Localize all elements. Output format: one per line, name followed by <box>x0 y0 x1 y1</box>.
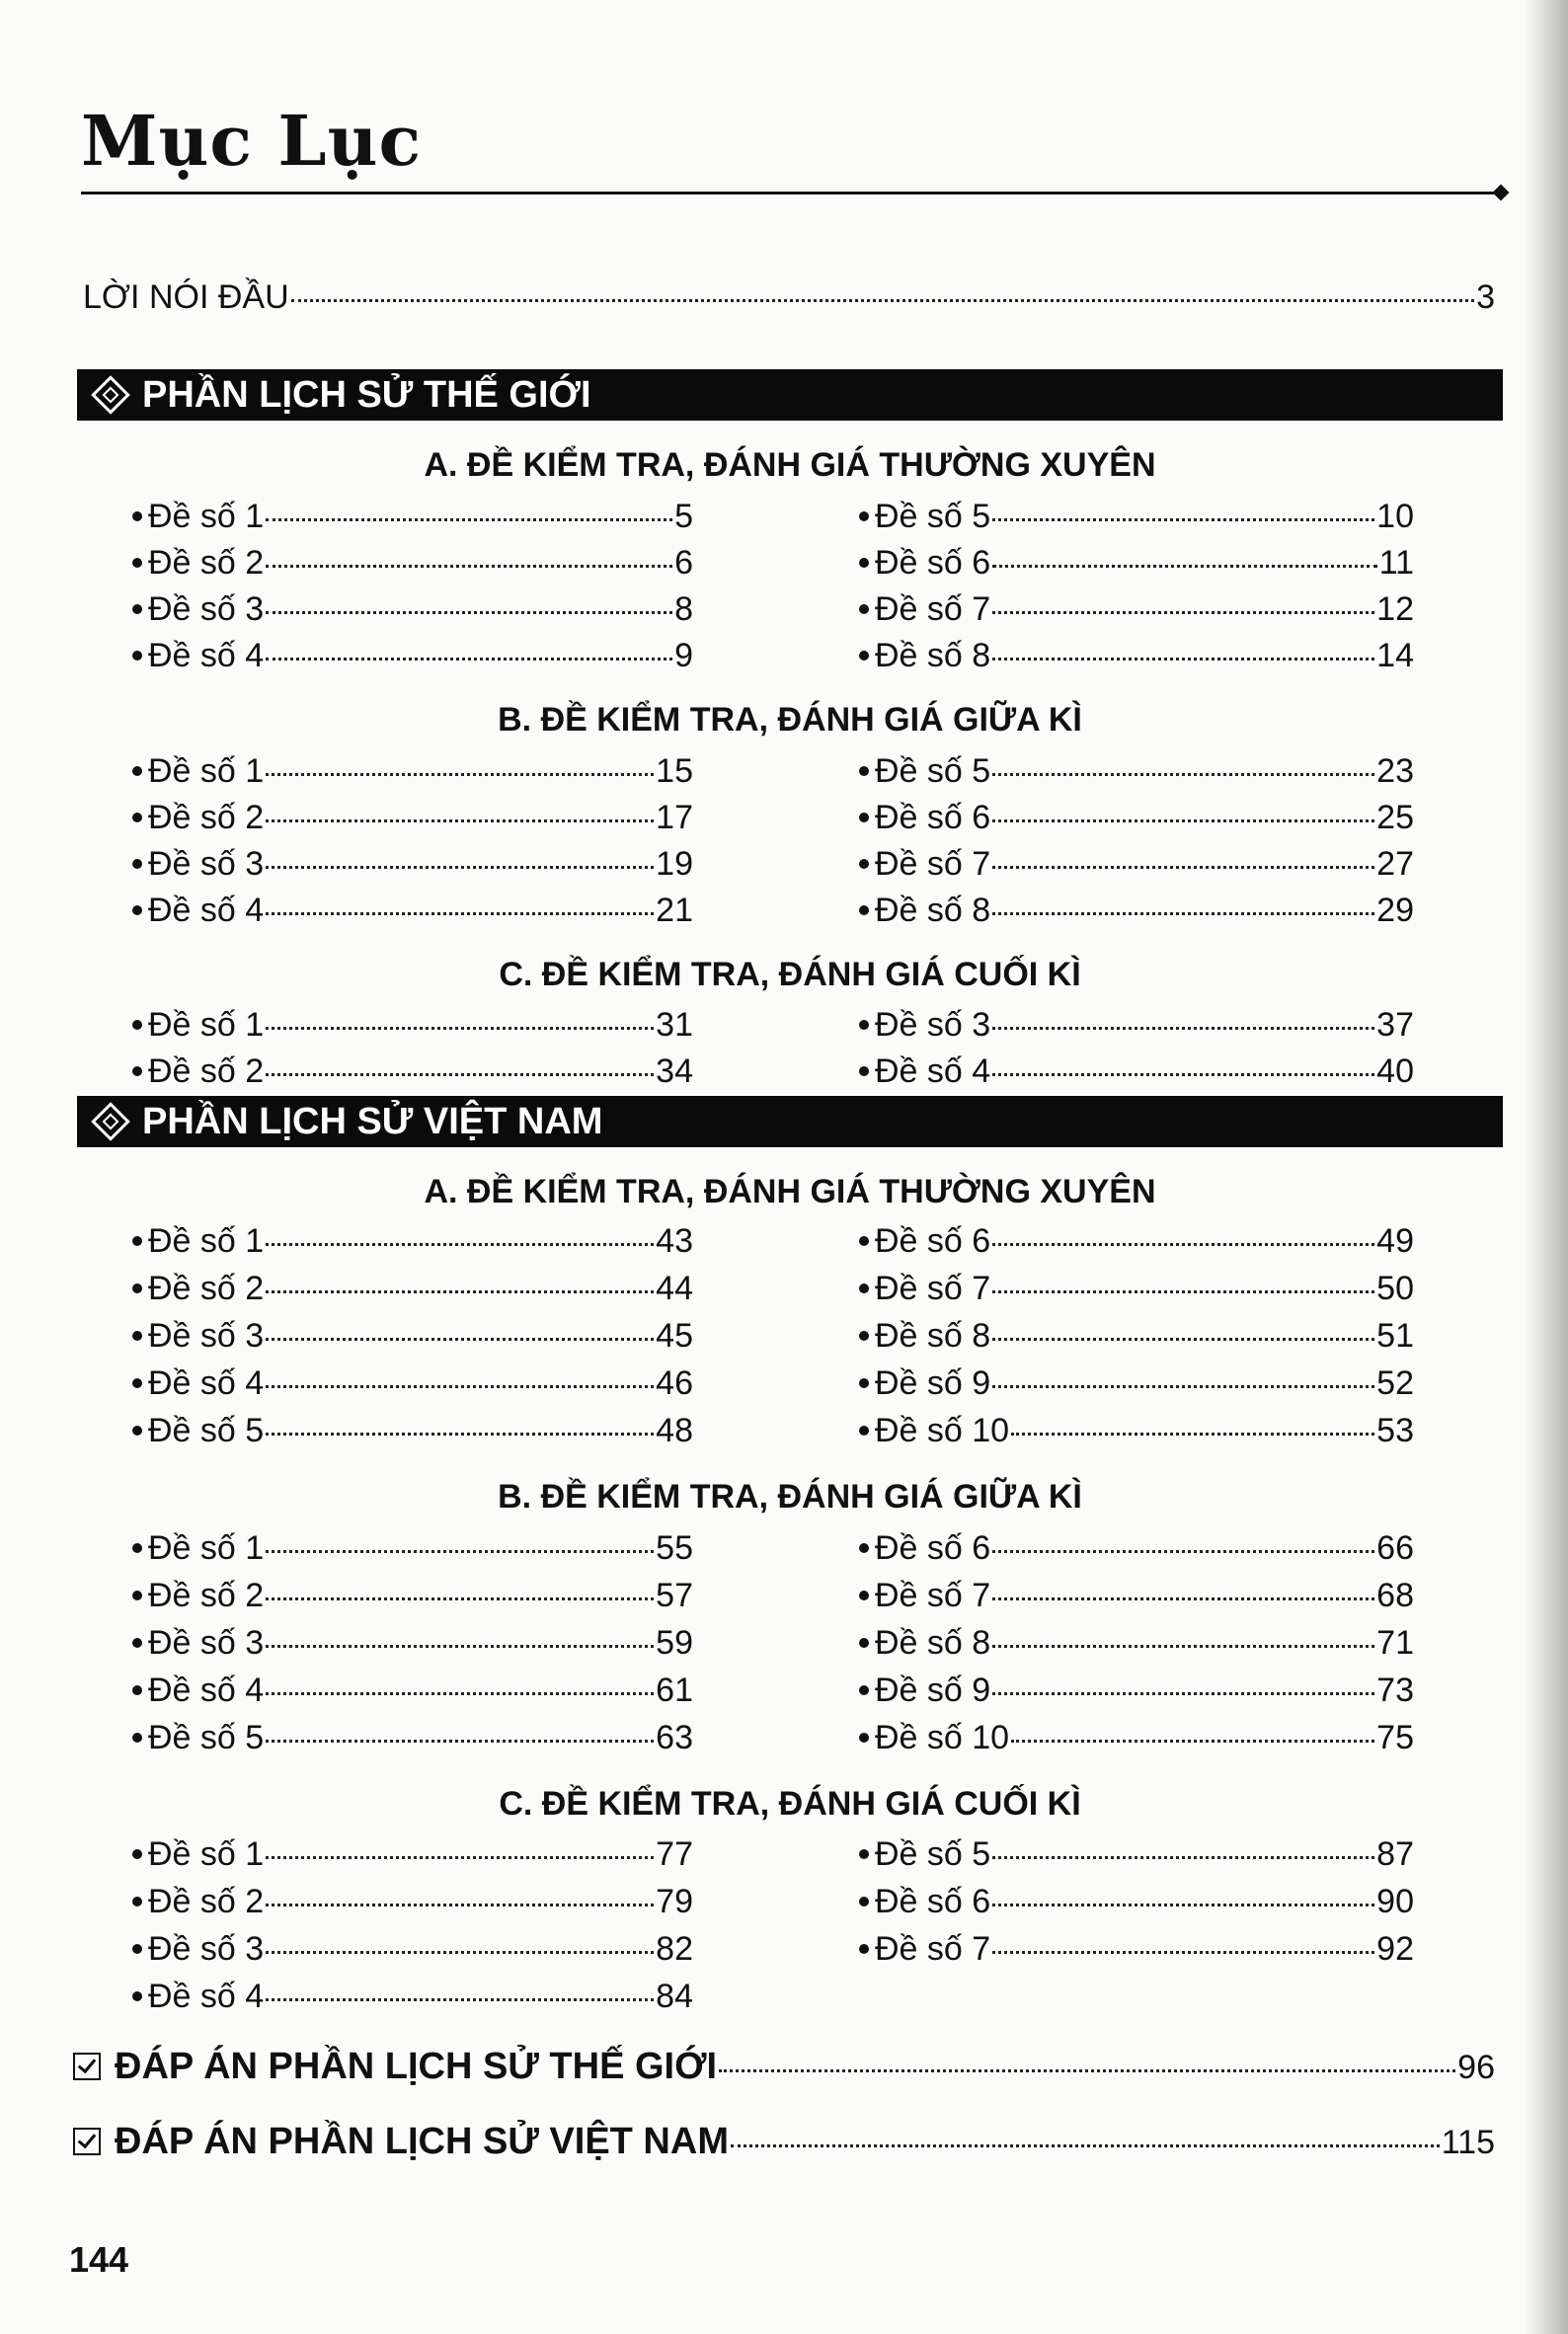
bullet-icon <box>859 1897 869 1906</box>
dot-leader <box>266 1290 654 1293</box>
toc-entry-page: 5 <box>674 498 693 535</box>
toc-entry[interactable] <box>132 544 693 583</box>
toc-entry-page: 43 <box>656 1222 693 1260</box>
toc-entry-label: Đề số 3 <box>148 1624 265 1662</box>
toc-entry-label: Đề số 8 <box>875 892 991 929</box>
section-banner-vietnam <box>77 1096 1503 1147</box>
subsection-heading: A. ĐỀ KIỂM TRA, ĐÁNH GIÁ THƯỜNG XUYÊN <box>424 446 1156 484</box>
dot-leader <box>992 773 1374 776</box>
toc-entry-page: 3 <box>1476 278 1495 316</box>
toc-entry[interactable] <box>132 1006 693 1045</box>
toc-entry-page: 37 <box>1376 1006 1414 1044</box>
bullet-icon <box>859 1685 869 1695</box>
toc-entry-label: Đề số 3 <box>148 845 265 883</box>
toc-entry-label: Đề số 5 <box>148 1412 265 1449</box>
bullet-icon <box>859 651 869 661</box>
dot-leader <box>1011 1740 1374 1743</box>
bullet-icon <box>859 558 869 568</box>
toc-entry-label: Đề số 10 <box>875 1719 1010 1756</box>
bullet-icon <box>859 1591 869 1600</box>
toc-entry[interactable] <box>132 590 693 629</box>
toc-entry-page: 19 <box>656 845 693 883</box>
toc-entry[interactable] <box>132 1930 693 1969</box>
toc-entry-page: 87 <box>1376 1835 1414 1873</box>
toc-entry-label: Đề số 7 <box>875 1930 991 1968</box>
dot-leader <box>266 1027 654 1030</box>
dot-leader <box>992 658 1374 661</box>
dot-leader <box>992 912 1374 915</box>
toc-entry-label: Đề số 6 <box>875 1883 991 1920</box>
toc-entry[interactable] <box>859 1577 1414 1615</box>
toc-entry-label: Đề số 6 <box>875 544 991 582</box>
toc-entry-page: 61 <box>656 1672 693 1709</box>
subsection-heading: A. ĐỀ KIỂM TRA, ĐÁNH GIÁ THƯỜNG XUYÊN <box>424 1173 1156 1210</box>
toc-entry[interactable] <box>859 1719 1414 1757</box>
bullet-icon <box>132 1685 142 1695</box>
dot-leader <box>266 1385 654 1388</box>
bullet-icon <box>132 511 142 521</box>
bullet-icon <box>132 1543 142 1553</box>
bullet-icon <box>132 1284 142 1293</box>
bullet-icon <box>859 1236 869 1246</box>
bullet-icon <box>859 905 869 915</box>
bullet-icon <box>132 1331 142 1341</box>
toc-entry[interactable] <box>859 1529 1414 1568</box>
bullet-icon <box>132 651 142 661</box>
toc-entry[interactable] <box>132 1577 693 1615</box>
toc-entry-label: Đề số 6 <box>875 1529 991 1567</box>
toc-entry-page: 63 <box>656 1719 693 1756</box>
dot-leader <box>266 1243 654 1246</box>
toc-entry-label: Đề số 7 <box>875 1270 991 1307</box>
toc-entry-label: Đề số 4 <box>148 1978 265 2015</box>
toc-entry-page: 40 <box>1376 1052 1414 1090</box>
toc-entry[interactable] <box>859 752 1414 791</box>
dot-leader <box>992 1856 1374 1859</box>
dot-leader <box>992 1904 1374 1906</box>
title-rule <box>81 192 1503 194</box>
dot-leader <box>992 565 1377 568</box>
toc-entry-page: 79 <box>656 1883 693 1920</box>
toc-entry-label: Đề số 4 <box>148 1672 265 1709</box>
toc-entry-page: 25 <box>1376 799 1414 836</box>
toc-entry[interactable] <box>132 892 693 930</box>
subsection-heading: B. ĐỀ KIỂM TRA, ĐÁNH GIÁ GIỮA KÌ <box>498 1478 1082 1516</box>
toc-entry[interactable] <box>132 1052 693 1091</box>
bullet-icon <box>132 1236 142 1246</box>
toc-entry[interactable] <box>132 1529 693 1568</box>
bullet-icon <box>859 1426 869 1436</box>
dot-leader <box>266 1550 654 1553</box>
bullet-icon <box>132 1591 142 1600</box>
toc-entry-label: Đề số 9 <box>875 1364 991 1402</box>
dot-leader <box>992 1385 1374 1388</box>
toc-entry-page: 96 <box>1457 2049 1495 2086</box>
dot-leader <box>266 1338 654 1341</box>
toc-entry-label: LỜI NÓI ĐẦU <box>83 278 289 316</box>
toc-entry[interactable] <box>859 1317 1414 1356</box>
bullet-icon <box>859 1020 869 1030</box>
toc-entry-page: 68 <box>1376 1577 1414 1614</box>
toc-entry[interactable] <box>132 1672 693 1710</box>
bullet-icon <box>859 813 869 822</box>
toc-entry-page: 75 <box>1376 1719 1414 1756</box>
toc-entry-page: 9 <box>674 637 693 674</box>
toc-entry[interactable] <box>859 1006 1414 1045</box>
bullet-icon <box>859 604 869 614</box>
toc-entry[interactable] <box>132 1222 693 1261</box>
toc-entry-label: Đề số 9 <box>875 1672 991 1709</box>
toc-entry-label: Đề số 2 <box>148 799 265 836</box>
dot-leader <box>992 1027 1374 1030</box>
dot-leader <box>266 1998 654 2001</box>
dot-leader <box>266 1433 654 1436</box>
toc-entry-label: Đề số 7 <box>875 590 991 628</box>
toc-entry-page: 55 <box>656 1529 693 1567</box>
bullet-icon <box>859 1378 869 1388</box>
toc-entry[interactable] <box>132 1835 693 1874</box>
toc-entry-page: 10 <box>1376 498 1414 535</box>
toc-entry-page: 115 <box>1441 2124 1495 2161</box>
toc-entry[interactable] <box>859 1930 1414 1969</box>
dot-leader <box>992 1645 1374 1648</box>
dot-leader <box>266 912 654 915</box>
bullet-icon <box>859 1066 869 1076</box>
toc-entry-label: Đề số 3 <box>148 1317 265 1355</box>
bullet-icon <box>132 766 142 776</box>
toc-entry-label: ĐÁP ÁN PHẦN LỊCH SỬ THẾ GIỚI <box>115 2046 718 2087</box>
bullet-icon <box>859 766 869 776</box>
toc-entry-page: 14 <box>1376 637 1414 674</box>
dot-leader <box>266 611 672 614</box>
toc-entry[interactable] <box>859 544 1414 583</box>
toc-entry-label: Đề số 2 <box>148 544 265 582</box>
toc-entry-label: Đề số 10 <box>875 1412 1010 1449</box>
dot-leader <box>266 1951 654 1954</box>
toc-entry[interactable] <box>859 845 1414 884</box>
dot-leader <box>992 1338 1374 1341</box>
toc-entry-page: 77 <box>656 1835 693 1873</box>
toc-entry[interactable] <box>132 1364 693 1403</box>
toc-entry-label: Đề số 2 <box>148 1052 265 1090</box>
dot-leader <box>266 1073 654 1076</box>
dot-leader <box>992 819 1374 822</box>
toc-entry[interactable] <box>132 1978 693 2016</box>
dot-leader <box>291 299 1474 302</box>
toc-entry-page: 57 <box>656 1577 693 1614</box>
toc-entry-page: 31 <box>656 1006 693 1044</box>
toc-entry-label: Đề số 2 <box>148 1270 265 1307</box>
toc-entry[interactable] <box>859 1364 1414 1403</box>
toc-entry[interactable] <box>132 1412 693 1450</box>
toc-entry-label: Đề số 7 <box>875 1577 991 1614</box>
dot-leader <box>719 2069 1455 2072</box>
dot-leader <box>266 1645 654 1648</box>
toc-entry-page: 59 <box>656 1624 693 1662</box>
dot-leader <box>266 565 672 568</box>
dot-leader <box>992 1073 1374 1076</box>
checkbox-checked-icon <box>73 2053 101 2080</box>
toc-entry[interactable] <box>859 1412 1414 1450</box>
bullet-icon <box>132 905 142 915</box>
page-number: 144 <box>69 2239 129 2280</box>
toc-entry-page: 15 <box>656 752 693 790</box>
bullet-icon <box>132 604 142 614</box>
toc-entry[interactable] <box>132 1317 693 1356</box>
toc-entry-label: Đề số 1 <box>148 752 265 790</box>
diamond-icon <box>91 375 130 415</box>
toc-entry-label: Đề số 7 <box>875 845 991 883</box>
bullet-icon <box>132 1944 142 1954</box>
toc-entry-page: 48 <box>656 1412 693 1449</box>
toc-entry-label: Đề số 1 <box>148 1835 265 1873</box>
toc-entry-page: 45 <box>656 1317 693 1355</box>
toc-entry-label: Đề số 5 <box>875 1835 991 1873</box>
section-banner-label: PHẦN LỊCH SỬ THẾ GIỚI <box>142 373 591 416</box>
toc-entry-label: Đề số 5 <box>875 498 991 535</box>
toc-entry-label: Đề số 4 <box>148 892 265 929</box>
toc-entry[interactable] <box>859 1052 1414 1091</box>
toc-entry[interactable] <box>132 1719 693 1757</box>
toc-entry-page: 49 <box>1376 1222 1414 1260</box>
toc-entry[interactable] <box>132 1624 693 1663</box>
toc-entry[interactable] <box>859 1222 1414 1261</box>
toc-entry-page: 34 <box>656 1052 693 1090</box>
dot-leader <box>992 1597 1374 1600</box>
bullet-icon <box>859 1543 869 1553</box>
toc-entry[interactable] <box>859 1672 1414 1710</box>
dot-leader <box>266 1856 654 1859</box>
dot-leader <box>731 2144 1440 2147</box>
toc-entry-page: 52 <box>1376 1364 1414 1402</box>
toc-entry-label: Đề số 4 <box>875 1052 991 1090</box>
dot-leader <box>992 1290 1374 1293</box>
toc-entry-label: Đề số 2 <box>148 1883 265 1920</box>
toc-entry[interactable] <box>132 799 693 837</box>
dot-leader <box>992 866 1374 869</box>
toc-entry-page: 6 <box>674 544 693 582</box>
dot-leader <box>1011 1433 1374 1436</box>
toc-entry-label: Đề số 6 <box>875 799 991 836</box>
toc-entry[interactable] <box>859 1835 1414 1874</box>
bullet-icon <box>132 558 142 568</box>
toc-entry-label: Đề số 8 <box>875 1624 991 1662</box>
section-banner-world <box>77 369 1503 421</box>
page-title: Mục Lục <box>81 100 423 182</box>
answer-key-world-entry[interactable] <box>73 2046 1495 2088</box>
toc-entry[interactable] <box>859 799 1414 837</box>
bullet-icon <box>132 1638 142 1648</box>
toc-entry-page: 50 <box>1376 1270 1414 1307</box>
dot-leader <box>992 1692 1374 1695</box>
toc-entry-label: Đề số 8 <box>875 1317 991 1355</box>
toc-entry[interactable] <box>859 1624 1414 1663</box>
toc-entry-page: 8 <box>674 590 693 628</box>
bullet-icon <box>859 511 869 521</box>
toc-entry-label: Đề số 2 <box>148 1577 265 1614</box>
answer-key-vietnam-entry[interactable] <box>73 2121 1495 2163</box>
bullet-icon <box>859 1331 869 1341</box>
bullet-icon <box>132 1991 142 2001</box>
dot-leader <box>266 1597 654 1600</box>
toc-entry-label: Đề số 6 <box>875 1222 991 1260</box>
toc-entry[interactable] <box>132 1883 693 1921</box>
checkbox-checked-icon <box>73 2128 101 2155</box>
section-banner-label: PHẦN LỊCH SỬ VIỆT NAM <box>142 1100 603 1142</box>
dot-leader <box>266 773 654 776</box>
dot-leader <box>266 1740 654 1743</box>
toc-entry[interactable] <box>132 1270 693 1308</box>
toc-entry-page: 12 <box>1376 590 1414 628</box>
dot-leader <box>266 1904 654 1906</box>
dot-leader <box>992 1550 1374 1553</box>
toc-entry-page: 84 <box>656 1978 693 2015</box>
bullet-icon <box>132 1897 142 1906</box>
bullet-icon <box>859 1733 869 1743</box>
toc-entry-page: 44 <box>656 1270 693 1307</box>
toc-entry-page: 23 <box>1376 752 1414 790</box>
dot-leader <box>266 866 654 869</box>
dot-leader <box>992 611 1374 614</box>
subsection-heading: C. ĐỀ KIỂM TRA, ĐÁNH GIÁ CUỐI KÌ <box>499 956 1081 993</box>
toc-entry-label: Đề số 1 <box>148 1006 265 1044</box>
toc-entry-page: 66 <box>1376 1529 1414 1567</box>
toc-entry-page: 29 <box>1376 892 1414 929</box>
subsection-heading: C. ĐỀ KIỂM TRA, ĐÁNH GIÁ CUỐI KÌ <box>499 1785 1081 1823</box>
toc-entry[interactable] <box>859 1883 1414 1921</box>
toc-entry[interactable] <box>132 637 693 675</box>
toc-entry[interactable] <box>859 590 1414 629</box>
toc-entry-label: Đề số 1 <box>148 1222 265 1260</box>
toc-entry-label: Đề số 8 <box>875 637 991 674</box>
toc-entry-page: 73 <box>1376 1672 1414 1709</box>
toc-entry-label: ĐÁP ÁN PHẦN LỊCH SỬ VIỆT NAM <box>115 2121 729 2162</box>
toc-entry-page: 17 <box>656 799 693 836</box>
rule-diamond-icon <box>1493 185 1510 201</box>
page-edge-shadow <box>1523 0 1568 2334</box>
toc-entry-label: Đề số 4 <box>148 1364 265 1402</box>
bullet-icon <box>859 1944 869 1954</box>
toc-entry-page: 21 <box>656 892 693 929</box>
bullet-icon <box>132 1020 142 1030</box>
toc-entry-page: 51 <box>1376 1317 1414 1355</box>
toc-intro-entry[interactable] <box>83 278 1495 317</box>
bullet-icon <box>132 813 142 822</box>
toc-entry-page: 46 <box>656 1364 693 1402</box>
subsection-heading: B. ĐỀ KIỂM TRA, ĐÁNH GIÁ GIỮA KÌ <box>498 701 1082 739</box>
toc-entry-label: Đề số 1 <box>148 498 265 535</box>
bullet-icon <box>132 1426 142 1436</box>
toc-entry-label: Đề số 3 <box>875 1006 991 1044</box>
toc-entry[interactable] <box>859 892 1414 930</box>
bullet-icon <box>132 1378 142 1388</box>
toc-entry[interactable] <box>859 498 1414 536</box>
dot-leader <box>992 1951 1374 1954</box>
dot-leader <box>266 518 672 521</box>
toc-entry[interactable] <box>132 752 693 791</box>
toc-entry-page: 90 <box>1376 1883 1414 1920</box>
dot-leader <box>266 819 654 822</box>
dot-leader <box>266 1692 654 1695</box>
toc-entry-page: 53 <box>1376 1412 1414 1449</box>
bullet-icon <box>859 1284 869 1293</box>
dot-leader <box>992 518 1374 521</box>
dot-leader <box>992 1243 1374 1246</box>
bullet-icon <box>859 1638 869 1648</box>
bullet-icon <box>132 859 142 869</box>
bullet-icon <box>132 1066 142 1076</box>
toc-entry-label: Đề số 5 <box>148 1719 265 1756</box>
toc-entry-page: 82 <box>656 1930 693 1968</box>
toc-entry[interactable] <box>859 637 1414 675</box>
bullet-icon <box>859 1849 869 1859</box>
toc-entry-label: Đề số 1 <box>148 1529 265 1567</box>
toc-entry-page: 11 <box>1378 544 1414 582</box>
toc-entry-label: Đề số 3 <box>148 590 265 628</box>
bullet-icon <box>859 859 869 869</box>
toc-entry-label: Đề số 3 <box>148 1930 265 1968</box>
toc-entry[interactable] <box>132 498 693 536</box>
bullet-icon <box>132 1849 142 1859</box>
toc-entry-page: 27 <box>1376 845 1414 883</box>
toc-entry-label: Đề số 5 <box>875 752 991 790</box>
toc-entry-page: 92 <box>1376 1930 1414 1968</box>
toc-entry[interactable] <box>132 845 693 884</box>
toc-entry[interactable] <box>859 1270 1414 1308</box>
dot-leader <box>266 658 672 661</box>
diamond-icon <box>91 1102 130 1141</box>
toc-entry-page: 71 <box>1376 1624 1414 1662</box>
toc-entry-label: Đề số 4 <box>148 637 265 674</box>
bullet-icon <box>132 1733 142 1743</box>
